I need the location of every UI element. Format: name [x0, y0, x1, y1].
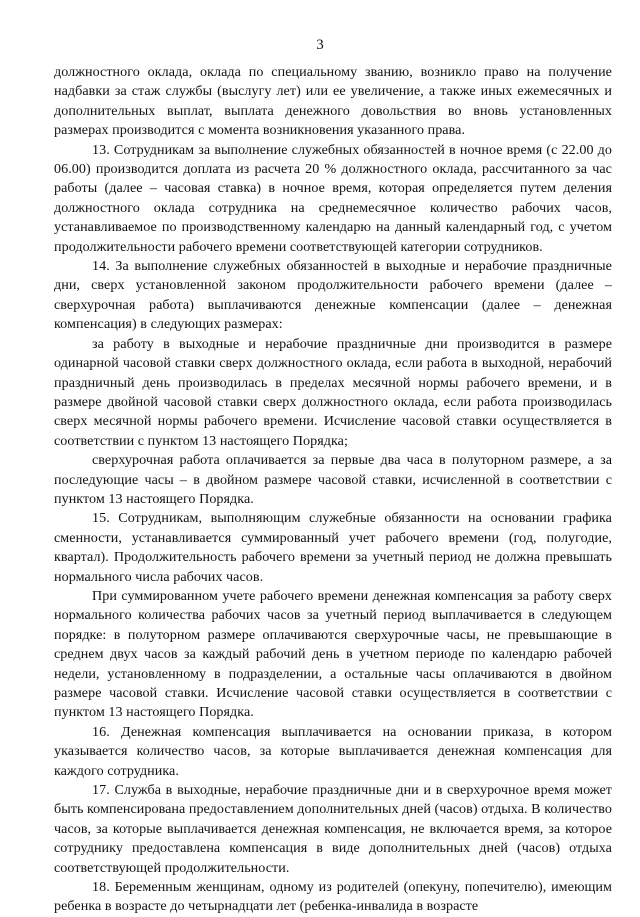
paragraph-15-shift-schedule: 15. Сотрудникам, выполняющим служебные обязанности на основании графика сменности, устанавливается суммированный учет рабочего времени (год, полугодие, квартал). Продолжительность рабочего времени за учетный период не должна превышать нормального числа рабочих часов. — [54, 510, 612, 585]
paragraph-continuation: должностного оклада, оклада по специальному званию, возникло право на получение надбавки за стаж службы (выслугу лет) или ее увеличение, а также иных ежемесячных и дополнительных выплат, выплата денежного довольствия во вновь установленных размерах производится с момента возникновения указанного права. — [54, 64, 612, 139]
paragraph-13-night-work: 13. Сотрудникам за выполнение служебных обязанностей в ночное время (с 22.00 до 06.00) производится доплата из расчета 20 % должностного оклада, рассчитанного за час работы (далее – часовая ставка) в ночное время, которая определяется путем деления должностного оклада сотрудника на среднемесячное количество рабочих часов, устанавливаемое по производственному календарю на данный календарный год, с учетом продолжительности рабочего времени соответствующей категории сотрудников. — [54, 141, 612, 255]
paragraph-18-pregnant-parents: 18. Беременным женщинам, одному из родителей (опекуну, попечителю), имеющим ребенка в возрасте до четырнадцати лет (ребенка-инвалида в возрасте — [54, 879, 612, 915]
paragraph-16-compensation-order: 16. Денежная компенсация выплачивается на основании приказа, в котором указывается количество часов, за которые выплачивается денежная компенсация для каждого сотрудника. — [54, 723, 612, 779]
paragraph-14-weekend-overtime: 14. За выполнение служебных обязанностей в выходные и нерабочие праздничные дни, сверх установленной законом продолжительности рабочего времени (далее – сверхурочная работа) выплачиваются денежные компенсации (далее – денежная компенсация) в следующих размерах: — [54, 258, 612, 333]
paragraph-15-summed-accounting: При суммированном учете рабочего времени денежная компенсация за работу сверх нормального количества рабочих часов за учетный период выплачивается в следующем порядке: в полуторном размере оплачиваются сверхурочные часы, не превышающие в среднем двух часов за каждый рабочий день в учетном периоде по календарю рабочей недели, установленному в подразделении, а остальные часы оплачиваются в двойном размере часовой ставки. Исчисление часовой ставки осуществляется в соответствии с пунктом 13 настоящего Порядка. — [54, 587, 612, 721]
page-number: 3 — [316, 37, 324, 53]
paragraph-17-rest-days: 17. Служба в выходные, нерабочие праздничные дни и в сверхурочное время может быть компенсирована предоставлением дополнительных дней (часов) отдыха. В количество часов, за которые выплачивается денежная компенсация, не включается время, за которое сотруднику предоставлена компенсация в виде дополнительных дней (часов) отдыха соответствующей продолжительности. — [54, 782, 612, 876]
document-body — [54, 63, 612, 917]
paragraph-14-weekend-rate: за работу в выходные и нерабочие праздничные дни производится в размере одинарной часовой ставки сверх должностного оклада, если работа в выходной, нерабочий праздничный день производилась в пределах месячной нормы рабочего времени, и в размере двойной часовой ставки сверх должностного оклада, если работа производилась сверх месячной нормы рабочего времени. Исчисление часовой ставки осуществляется в соответствии с пунктом 13 настоящего Порядка; — [54, 335, 612, 449]
paragraph-14-overtime-rate: сверхурочная работа оплачивается за первые два часа в полуторном размере, а за последующие часы – в двойном размере часовой ставки, исчисленной в соответствии с пунктом 13 настоящего Порядка. — [54, 452, 612, 507]
